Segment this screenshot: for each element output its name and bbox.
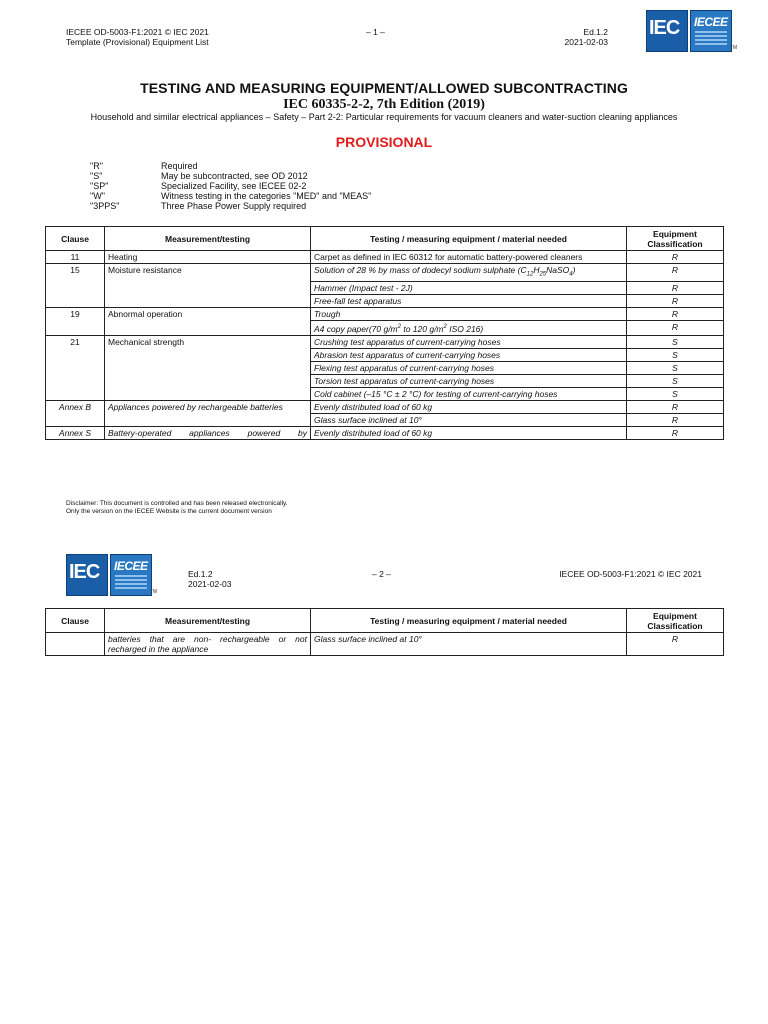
logo-group	[646, 10, 737, 52]
table-row: Glass surface inclined at 10° R	[46, 413, 724, 426]
table-row: 19 Abnormal operation Trough R	[46, 307, 724, 320]
sulphate-solution-cell: Solution of 28 % by mass of dodecyl sodium sulphate $(C_{12}H_{25}NaSO_4)$	[311, 264, 627, 282]
table-row: 15 Moisture resistance Solution of 28 % by mass of dodecyl sodium sulphate $(C_{12}H_{25}NaSO_4)$ R	[46, 264, 724, 282]
table-row: batteries that are non- rechargeable or not recharged in the appliance Glass surface inclined at 10° R	[46, 633, 724, 656]
legend-row: "W" Witness testing in the categories "MED" and "MEAS"	[90, 191, 372, 201]
doc-type: Template (Provisional) Equipment List	[66, 37, 209, 47]
edition: Ed.1.2	[583, 27, 608, 37]
legend-row: "S" May be subcontracted, see OD 2012	[90, 171, 308, 181]
doc-id: IECEE OD-5003-F1:2021 © IEC 2021	[66, 27, 209, 37]
equipment-table	[45, 226, 724, 440]
iecee-logo: IECEE TM	[110, 554, 152, 596]
equipment-table-continued	[45, 608, 724, 656]
table-row: Hammer (Impact test - 2J) R	[46, 281, 724, 294]
disclaimer: Disclaimer: This document is controlled and has been released electronically. Only the version on the IECEE Website is the current document version	[66, 500, 288, 515]
iecee-logo: IECEE TM	[690, 10, 732, 52]
col-equipment: Testing / measuring equipment / material needed	[311, 609, 627, 633]
col-clause: Clause	[46, 609, 105, 633]
table-row: Annex B Appliances powered by rechargeable batteries Evenly distributed load of 60 kg R	[46, 400, 724, 413]
standard-subtitle: Household and similar electrical appliances – Safety – Part 2-2: Particular requirements for vacuum cleaners and water-suction cleaning appliances	[90, 112, 678, 122]
table-row: Free-fall test apparatus R	[46, 294, 724, 307]
table-row: Cold cabinet (–15 °C ± 2 °C) for testing of current-carrying hoses S	[46, 387, 724, 400]
legend-row: "SP" Specialized Facility, see IECEE 02-2	[90, 181, 307, 191]
page2-header-left	[188, 569, 231, 589]
date: 2021-02-03	[188, 579, 232, 589]
edition: Ed.1.2	[188, 569, 213, 579]
col-measurement: Measurement/testing	[105, 609, 311, 633]
page1-header-left	[66, 27, 209, 47]
table-row: A4 copy paper(70 $g/m^2$ to 120 $g/m^2$ ISO 216) R	[46, 320, 724, 335]
standard-title: IEC 60335-2-2, 7th Edition (2019)	[283, 97, 485, 112]
table-row: 21 Mechanical strength Crushing test apparatus of current-carrying hoses S	[46, 335, 724, 348]
legend	[90, 161, 371, 211]
iec-logo: IEC	[66, 554, 108, 596]
table-row: 11 Heating Carpet as defined in IEC 60312 for automatic battery-powered cleaners R	[46, 251, 724, 264]
table-row: Annex S Battery-operated appliances powered by Evenly distributed load of 60 kg R	[46, 426, 724, 439]
copy-paper-cell: A4 copy paper(70 $g/m^2$ to 120 $g/m^2$ ISO 216)	[311, 320, 627, 335]
page2-logo-group	[66, 554, 157, 596]
table-row: Flexing test apparatus of current-carrying hoses S	[46, 361, 724, 374]
col-classification: Equipment Classification	[627, 609, 724, 633]
page1-number: – 1 –	[366, 27, 385, 37]
table-header-row	[46, 227, 724, 251]
iec-logo: IEC	[646, 10, 688, 52]
col-equipment: Testing / measuring equipment / material needed	[311, 227, 627, 251]
page-title: TESTING AND MEASURING EQUIPMENT/ALLOWED SUBCONTRACTING	[140, 80, 628, 96]
legend-row: "R" Required	[90, 161, 198, 171]
col-clause: Clause	[46, 227, 105, 251]
table-row: Torsion test apparatus of current-carrying hoses S	[46, 374, 724, 387]
col-classification: Equipment Classification	[627, 227, 724, 251]
page2-doc-id: IECEE OD-5003-F1:2021 © IEC 2021	[559, 569, 702, 579]
legend-row: "3PPS" Three Phase Power Supply required	[90, 201, 307, 211]
date: 2021-02-03	[564, 37, 608, 47]
table-row: Abrasion test apparatus of current-carrying hoses S	[46, 348, 724, 361]
table-header-row	[46, 609, 724, 633]
col-measurement: Measurement/testing	[105, 227, 311, 251]
provisional-label: PROVISIONAL	[335, 134, 433, 150]
page2-number: – 2 –	[372, 569, 391, 579]
page1-header-right	[560, 27, 608, 47]
